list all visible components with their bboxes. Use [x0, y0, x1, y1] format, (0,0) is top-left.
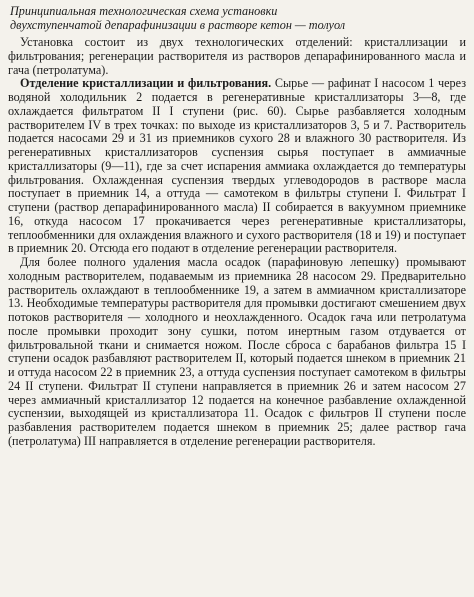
- section-heading: Отделение кристаллизации и фильтрования.: [20, 76, 272, 91]
- intro-paragraph-text: Установка состоит из двух технологических отделений: кристаллизации и фильтрования; регенерации растворителя из растворов депарафинированного масла и гача (петролатума).: [8, 35, 466, 77]
- caption-line-1: Принципиальная технологическая схема установки: [10, 4, 278, 18]
- figure-caption: [8, 4, 466, 32]
- washing-paragraph-text: Для более полного удаления масла осадок (парафиновую лепешку) промывают холодным растворителем, подаваемым из приемника 28 насосом 29. Предварительно растворитель охлаждают в теплообменнике 19, а затем в аммиачном кристаллизаторе 13. Необходимые температуры растворителя для промывки достигают смешением двух потоков растворителя — холодного и неохлажденного. Осадок гача или петролатума после промывки проходит зону сушки, потом инертным газом отдувается от фильтровальной ткани и снимается ножом. После сброса с барабанов фильтра 15 I ступени осадок разбавляют растворителем II, который подается шнеком в приемник 21 и оттуда насосом 22 в приемник 23, а оттуда суспензия поступает самотеком в фильтры 24 II ступени. Фильтрат II ступени направляется в приемник 26 и затем насосом 27 через аммиачный кристаллизатор 12 подается на конечное разбавление охлажденной суспензии, выходящей из кристаллизатора 11. Осадок с фильтров II ступени после разбавления растворителем подается шнеком в приемник 25; далее раствор гача (петролатума) III направляется в отделение регенерации растворителя.: [8, 255, 466, 448]
- crystallization-paragraph: [8, 77, 466, 256]
- washing-paragraph: [8, 256, 466, 449]
- crystallization-paragraph-text: Сырье — рафинат I насосом 1 через водяной холодильник 2 подается в регенеративные кристаллизаторы 3—8, где охлаждается фильтратом II I ступени (рис. 60). Сырье разбавляется холодным растворителем IV в трех точках: по выходе из кристаллизаторов 3, 5 и 7. Растворитель подается насосами 29 и 31 из приемников сухого 28 и влажного 30 растворителя. Из регенеративных кристаллизаторов суспензия сырья поступает в аммиачные кристаллизаторы (9—11), где за счет испарения аммиака охлаждается до температуры фильтрования. Охлажденная суспензия твердых углеводородов в растворе масла поступает в приемник 14, а оттуда — самотеком в фильтры ступени I. Фильтрат I ступени (раствор депарафинированного масла) II собирается в вакуумном приемнике 16, откуда насосом 17 прокачивается через регенеративные кристаллизаторы, теплообменники для охлаждения влажного и сухого растворителя (18 и 19) и поступает в приемник 20. Отсюда его подают в отделение регенерации растворителя.: [8, 76, 467, 256]
- intro-paragraph: [8, 36, 466, 77]
- caption-line-2: двухступенчатой депарафинизации в растворе кетон — толуол: [10, 18, 346, 32]
